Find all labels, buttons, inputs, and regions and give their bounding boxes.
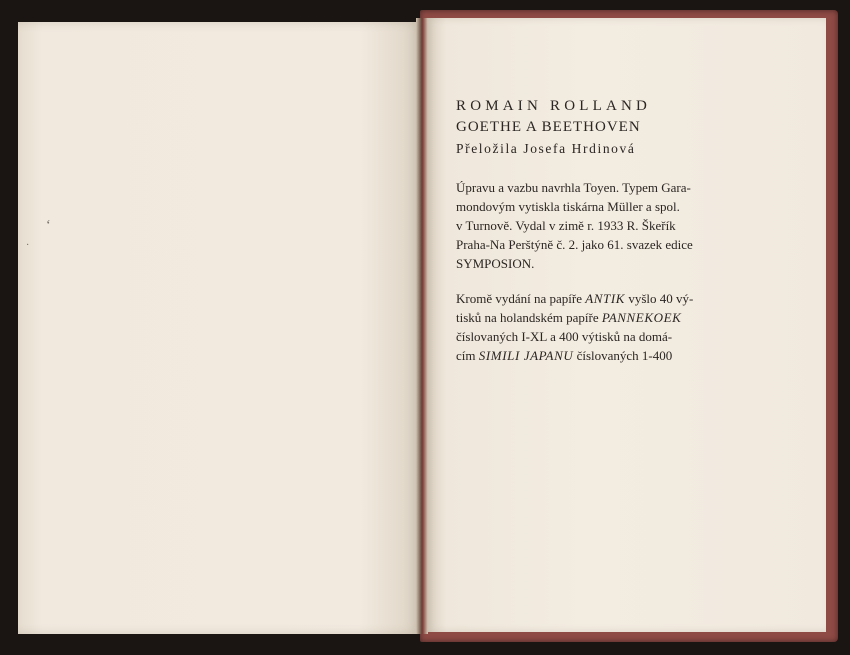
colophon-line: mondovým vytiskla tiskárna Müller a spol. (456, 199, 680, 214)
colophon-line: SYMPOSION. (456, 256, 535, 271)
edition-line: tisků na holandském papíře PANNEKOEK (456, 310, 682, 325)
paper-speck: · (26, 240, 30, 251)
paper-name-pannekoek: PANNEKOEK (601, 310, 682, 325)
edition-line: cím SIMILI JAPANU číslovaných 1-400 (456, 348, 673, 363)
paper-name-simili-japanu: SIMILI JAPANU (478, 348, 574, 363)
colophon-paragraph (456, 178, 718, 273)
book-title: GOETHE A BEETHOVEN (456, 119, 641, 135)
paper-speck: ‘ (46, 218, 51, 233)
colophon-line: v Turnově. Vydal v zimě r. 1933 R. Škeřík (456, 218, 676, 233)
paper-name-antik: ANTIK (585, 291, 626, 306)
colophon-line: Úpravu a vazbu navrhla Toyen. Typem Gara- (456, 180, 691, 195)
imprint-block (456, 96, 718, 381)
colophon-line: Praha-Na Perštýně č. 2. jako 61. svazek edice (456, 237, 693, 252)
author-name: ROMAIN ROLLAND (456, 98, 652, 114)
book-gutter (416, 18, 428, 634)
left-page (18, 22, 420, 634)
translator-credit: Přeložila Josefa Hrdinová (456, 141, 636, 156)
edition-line: Kromě vydání na papíře ANTIK vyšlo 40 vý- (456, 291, 694, 306)
edition-paragraph (456, 289, 718, 365)
edition-line: číslovaných I-XL a 400 výtisků na domá- (456, 329, 673, 344)
